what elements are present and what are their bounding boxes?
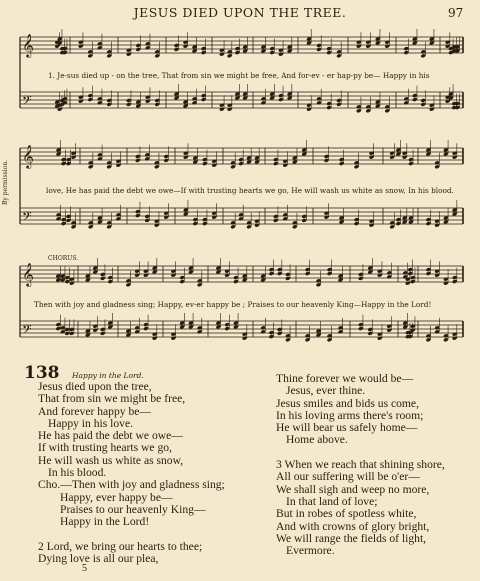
bass-clef: 𝄢 — [22, 322, 32, 340]
verse-line: That from sin we might be free, — [38, 392, 186, 406]
verse-line: And forever happy be— — [38, 404, 151, 418]
system3-lyric: Then with joy and gladness sing; Happy, ev-er happy be ; Praises to our heavenly King—Happy in the Lord! — [34, 300, 432, 309]
treble-clef: 𝄞 — [22, 144, 34, 168]
verse-line: We will range the fields of light, — [276, 531, 427, 545]
tune-title: Happy in the Lord. — [72, 371, 144, 380]
verse-line: Home above. — [286, 433, 348, 447]
page-number: 97 — [448, 6, 464, 20]
verse-line: Happy in the Lord! — [60, 515, 150, 529]
treble-clef: 𝄞 — [22, 33, 34, 57]
verse-line: All our suffering will be o'er— — [276, 470, 420, 484]
verse-line: We shall sigh and weep no more, — [276, 482, 430, 496]
verse-line: Cho.—Then with joy and gladness sing; — [38, 478, 225, 492]
verse-line: If with trusting hearts we go, — [38, 441, 172, 455]
system2-lyric: love, He has paid the debt we owe—If with trusting hearts we go, He will wash us white as snow, In his blood. — [46, 186, 454, 195]
treble-clef: 𝄞 — [22, 262, 34, 286]
page-title: JESUS DIED UPON THE TREE. — [133, 5, 347, 20]
signature-mark: 5 — [82, 563, 87, 574]
verse-line: Praises to our heavenly King— — [60, 502, 206, 516]
verse-line — [38, 529, 225, 541]
bass-clef: 𝄢 — [22, 93, 32, 111]
verse-line: Evermore. — [286, 544, 335, 558]
verse-line: He has paid the debt we owe— — [38, 429, 183, 443]
verse-line: Dying love is all our plea, — [38, 552, 159, 566]
verse-line: In his loving arms there's room; — [276, 408, 424, 422]
verse-line: Jesus, ever thine. — [286, 384, 366, 398]
verse-line: And with crowns of glory bright, — [276, 519, 430, 533]
system1-lyric: 1. Je-sus died up - on the tree, That from sin we might be free, And for-ev - er hap-py be— Happy in his — [48, 71, 430, 80]
verse-line: Happy in his love. — [48, 416, 134, 430]
permission-note: By permission. — [2, 159, 9, 205]
verse-right-column — [276, 373, 445, 557]
verse-line: He will bear us safely home— — [276, 421, 418, 435]
verse-line: Jesus smiles and bids us come, — [276, 396, 419, 410]
verse-line: In that land of love; — [286, 494, 378, 508]
verse-line: 2 Lord, we bring our hearts to thee; — [38, 539, 203, 553]
chorus-label: CHORUS. — [48, 255, 79, 262]
verse-line: But in robes of spotless white, — [276, 507, 417, 521]
bass-clef: 𝄢 — [22, 209, 32, 227]
verse-line: 3 When we reach that shining shore, — [276, 458, 445, 472]
verse-line: Thine forever we would be— — [276, 372, 414, 385]
verse-line: Jesus died upon the tree, — [38, 380, 152, 393]
verse-line: In his blood. — [48, 466, 107, 480]
verse-line: He will wash us white as snow, — [38, 453, 184, 467]
verse-left-column — [38, 381, 225, 565]
verse-line: Happy, ever happy be— — [60, 490, 173, 504]
hymn-number: 138 — [24, 363, 60, 383]
